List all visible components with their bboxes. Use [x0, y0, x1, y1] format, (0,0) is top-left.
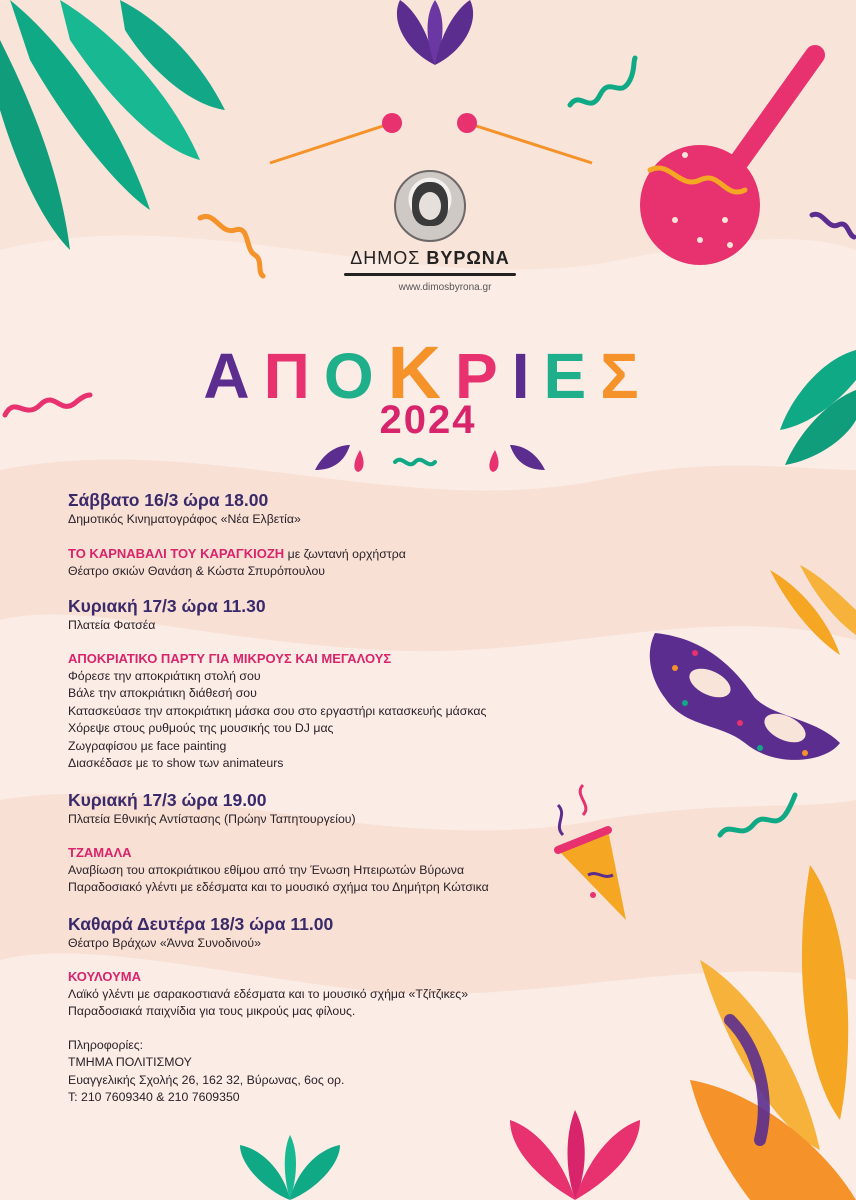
purple-squiggle-decoration	[808, 205, 856, 245]
event-schedule	[68, 489, 628, 1107]
event-description: Διασκέδασε με το show των animateurs	[68, 756, 284, 770]
municipality-name	[340, 248, 520, 269]
event-date: Καθαρά Δευτέρα 18/3 ώρα 11.00	[68, 913, 334, 934]
event-title-suffix: με ζωντανή ορχήστρα	[284, 546, 406, 561]
title-letter: Σ	[600, 340, 653, 412]
teal-squiggle-right-decoration	[715, 790, 800, 845]
event-description: Κατασκεύασε την αποκριάτικη μάσκα σου στο εργαστήρι κατασκευής μάσκας	[68, 703, 487, 718]
event-title: ΤΟ ΚΑΡΝΑΒΑΛΙ ΤΟΥ ΚΑΡΑΓΚΙΟΖΗ	[68, 545, 285, 561]
event-venue: Πλατεία Εθνικής Αντίστασης (Πρώην Ταπητουργείου)	[68, 811, 356, 826]
teal-squiggle-decoration	[565, 55, 640, 115]
byron-portrait-image	[394, 170, 466, 242]
event-description: Λαϊκό γλέντι με σαρακοστιανά εδέσματα και το μουσικό σχήμα «Τζίτζικες»	[68, 986, 469, 1001]
contact-phone: Τ: 210 7609340 & 210 7609350	[68, 1090, 240, 1104]
municipality-name-bold: ΒΥΡΩΝΑ	[426, 248, 510, 268]
maraca-decoration	[630, 40, 830, 270]
event-description: Αναβίωση του αποκριάτικου εθίμου από την Ένωση Ηπειρωτών Βύρωνα	[68, 862, 465, 877]
contact-department: ΤΜΗΜΑ ΠΟΛΙΤΙΣΜΟΥ	[68, 1055, 192, 1069]
title-letter: Ε	[543, 340, 601, 412]
orange-leaves-bottom-right-decoration	[690, 860, 856, 1200]
title-letter: Π	[263, 340, 324, 412]
event-description: Θέατρο σκιών Θανάση & Κώστα Σπυρόπουλου	[68, 564, 326, 578]
contact-info	[68, 1037, 628, 1107]
logo-underline	[344, 273, 516, 276]
event-description: Φόρεσε την αποκριάτικη στολή σου	[68, 668, 261, 683]
carnival-mask-decoration	[645, 628, 845, 768]
event-description: Βάλε την αποκριάτικη διάθεσή σου	[68, 686, 257, 700]
municipality-name-prefix: ΔΗΜΟΣ	[350, 248, 421, 268]
orange-squiggle-decoration	[195, 210, 270, 280]
contact-label: Πληροφορίες:	[68, 1037, 144, 1052]
event-date: Κυριακή 17/3 ώρα 19.00	[68, 789, 267, 810]
drumsticks-decoration	[262, 105, 602, 175]
event-description: Χόρεψε στους ρυθμούς της μουσικής του DJ μας	[68, 721, 334, 735]
event-venue: Πλατεία Φατσέα	[68, 617, 156, 632]
event-description: Ζωγραφίσου με face painting	[68, 738, 227, 753]
event-date: Κυριακή 17/3 ώρα 11.30	[68, 595, 266, 616]
title-letter: Ρ	[455, 340, 512, 412]
event-description: Παραδοσιακό γλέντι με εδέσματα και το μουσικό σχήμα του Δημήτρη Κώτσικα	[68, 880, 489, 894]
title-letter: Κ	[387, 331, 456, 414]
event-title: ΤΖΑΜΑΛΑ	[68, 845, 132, 860]
event-date: Σάββατο 16/3 ώρα 18.00	[68, 490, 269, 510]
event-title-line	[68, 545, 628, 564]
title-letter: Ι	[511, 340, 544, 412]
event-description: Παραδοσιακά παιχνίδια για τους μικρούς μας φίλους.	[68, 1004, 356, 1018]
municipality-website: www.dimosbyrona.gr	[398, 282, 492, 293]
event-venue: Θέατρο Βράχων «Άννα Συνοδινού»	[68, 935, 261, 950]
drops-decoration	[310, 440, 550, 480]
event-venue: Δημοτικός Κινηματογράφος «Νέα Ελβετία»	[68, 512, 301, 526]
purple-fan-top-decoration	[385, 0, 485, 70]
title-letter: Ο	[323, 340, 388, 412]
event-title: ΚΟΥΛΟΥΜΑ	[68, 969, 141, 984]
municipality-logo	[340, 170, 520, 293]
event-title: ΑΠΟΚΡΙΑΤΙΚΟ ΠΑΡΤΥ ΓΙΑ ΜΙΚΡΟΥΣ ΚΑΙ ΜΕΓΑΛΟΥΣ	[68, 651, 392, 666]
event-year: 2024	[379, 398, 477, 442]
contact-address: Ευαγγελικής Σχολής 26, 162 32, Βύρωνας, 6ος ορ.	[68, 1072, 345, 1087]
green-fan-bottom-decoration	[235, 1135, 345, 1200]
pink-fan-bottom-decoration	[500, 1110, 650, 1200]
title-letter: Α	[203, 340, 264, 412]
